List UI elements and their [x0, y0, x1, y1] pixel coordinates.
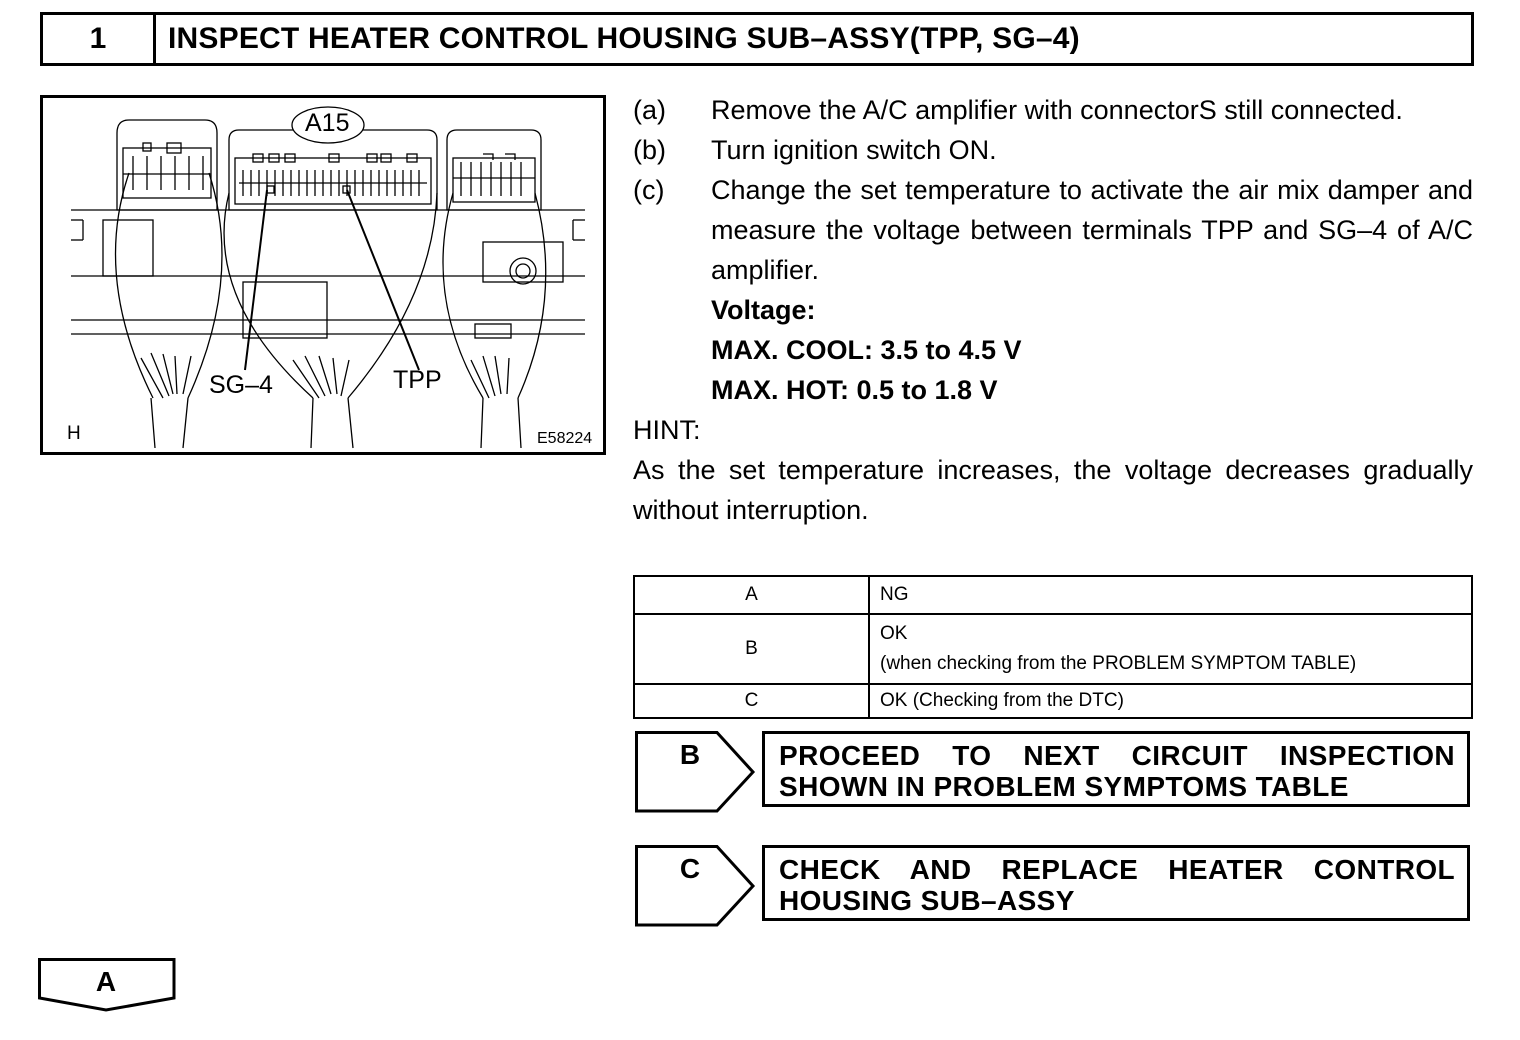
nav-key: C: [679, 853, 701, 884]
step-text: Turn ignition switch ON.: [711, 135, 997, 165]
connector-diagram: [43, 98, 603, 452]
step-item: [633, 130, 1473, 170]
figure-code: E58224: [537, 430, 593, 447]
step-text: Remove the A/C amplifier with connectorS still connected.: [711, 95, 1403, 125]
tpp-terminal-label: TPP: [393, 366, 442, 394]
hint-text: As the set temperature increases, the voltage decreases gradually without interruption.: [633, 455, 1473, 525]
step-item: [633, 170, 1473, 290]
result-value-cell: [869, 614, 1472, 684]
result-value: NG: [869, 576, 1472, 614]
result-table: [633, 575, 1473, 719]
step-letter: (a): [633, 95, 666, 125]
step-number: 1: [43, 15, 156, 63]
result-a-navigation[interactable]: [38, 958, 178, 1014]
figure-corner-label: H: [67, 423, 81, 444]
step-title: INSPECT HEATER CONTROL HOUSING SUB–ASSY(TPP, SG–4): [168, 22, 1080, 55]
connector-id-label: A15: [305, 109, 350, 137]
step-letter: (c): [633, 175, 665, 205]
spec-max-hot: MAX. HOT: 0.5 to 1.8 V: [711, 375, 998, 405]
result-c-navigation[interactable]: [635, 845, 1473, 927]
step-header: [40, 12, 1474, 66]
table-row: [634, 684, 1472, 718]
nav-key: B: [679, 739, 701, 770]
procedure-steps: [633, 90, 1473, 530]
nav-action-text: CHECK AND REPLACE HEATER CONTROL HOUSING SUB–ASSY: [762, 845, 1470, 921]
step-text: Change the set temperature to activate the air mix damper and measure the voltage between terminals TPP and SG–4 of A/C amplifier.: [711, 175, 1473, 285]
result-key: C: [634, 684, 869, 718]
step-item: [633, 90, 1473, 130]
spec-heading: Voltage:: [711, 295, 816, 325]
nav-key: A: [95, 966, 117, 997]
result-key: B: [634, 614, 869, 684]
result-note: (when checking from the PROBLEM SYMPTOM TABLE): [880, 653, 1357, 674]
result-b-navigation[interactable]: [635, 731, 1473, 813]
table-row: [634, 576, 1472, 614]
sg4-terminal-label: SG–4: [209, 371, 273, 399]
result-value: OK: [880, 623, 908, 644]
hint-label: HINT:: [633, 415, 701, 445]
nav-action-text: PROCEED TO NEXT CIRCUIT INSPECTION SHOWN IN PROBLEM SYMPTOMS TABLE: [762, 731, 1470, 807]
result-key: A: [634, 576, 869, 614]
result-value: OK (Checking from the DTC): [869, 684, 1472, 718]
step-letter: (b): [633, 135, 666, 165]
table-row: [634, 614, 1472, 684]
spec-max-cool: MAX. COOL: 3.5 to 4.5 V: [711, 335, 1022, 365]
connector-figure: [40, 95, 606, 455]
